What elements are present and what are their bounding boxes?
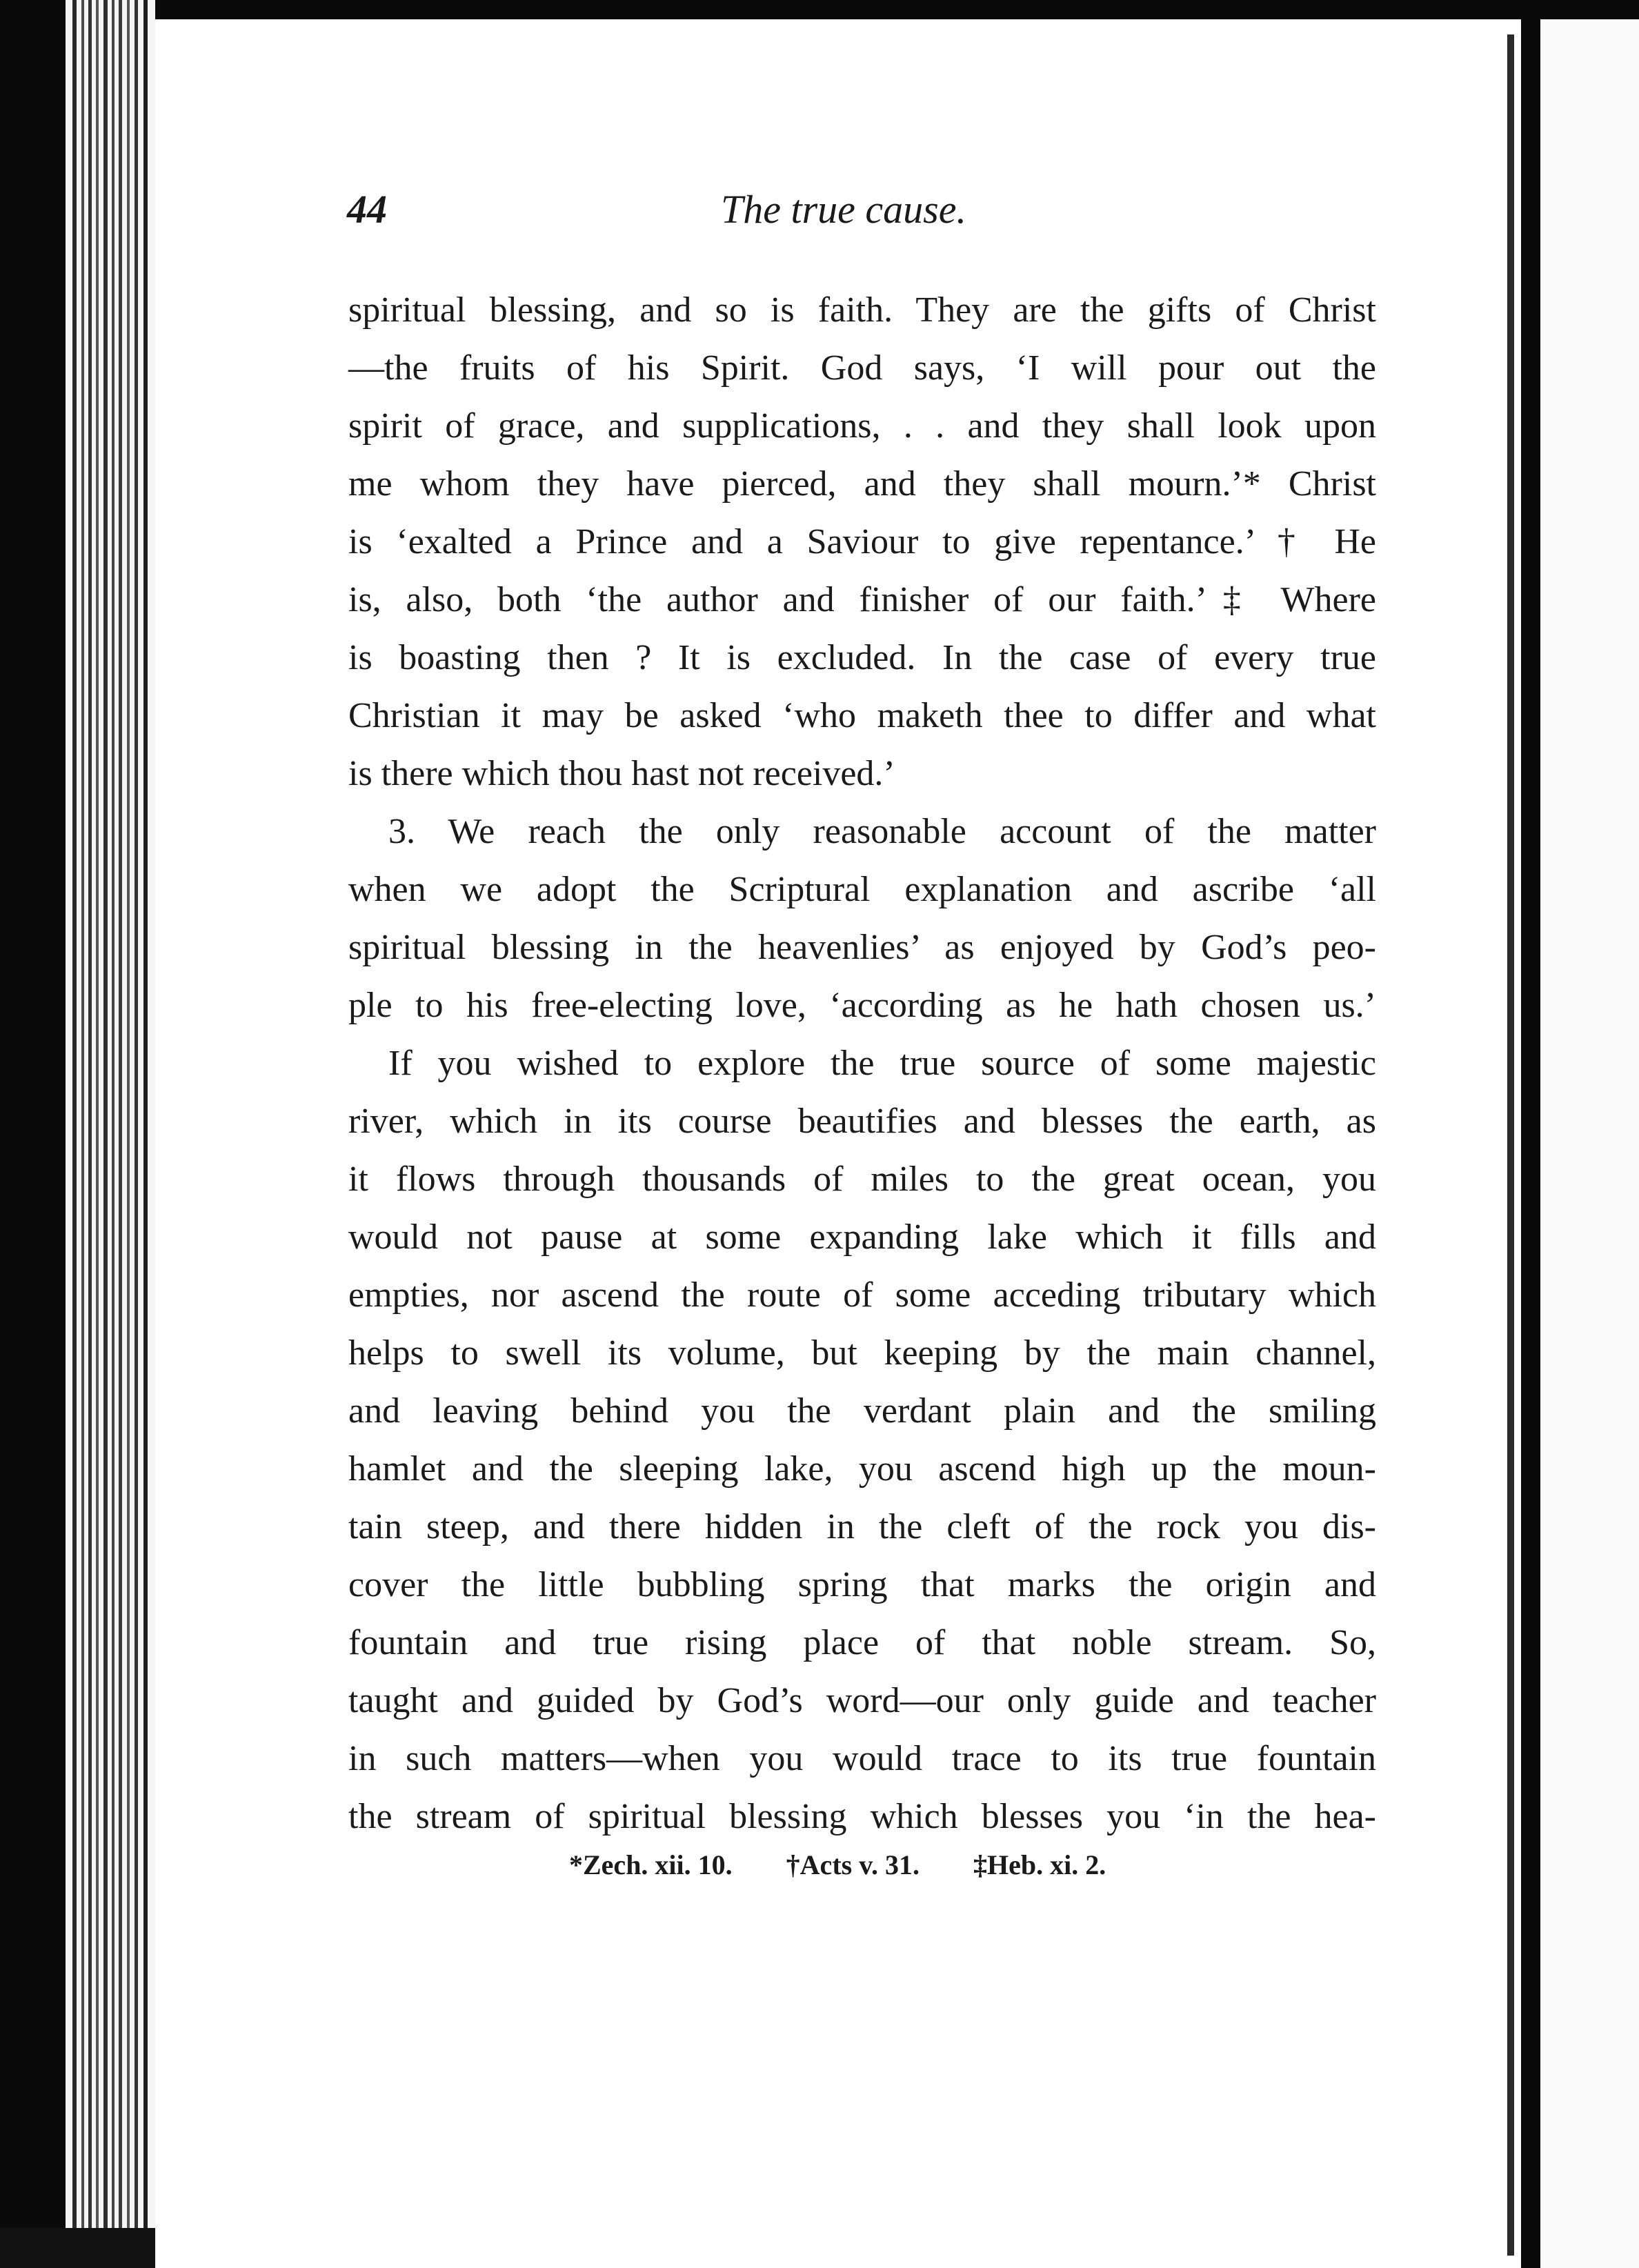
text-line: would not pause at some expanding lake which it fills and (348, 1217, 1376, 1257)
text-line: fountain and true rising place of that noble stream. So, (348, 1623, 1376, 1662)
text-line: me whom they have pierced, and they shall mourn.’* Christ (348, 464, 1376, 504)
bottom-left-shadow (0, 2228, 155, 2268)
text-line: when we adopt the Scriptural explanation and ascribe ‘all (348, 870, 1376, 909)
text-line: river, which in its course beautifies and blesses the earth, as (348, 1102, 1376, 1141)
top-black-margin (0, 0, 1639, 19)
text-line: the stream of spiritual blessing which blesses you ‘in the hea- (348, 1797, 1376, 1836)
page-edge-stack (66, 0, 155, 2268)
text-line: helps to swell its volume, but keeping by the main channel, (348, 1333, 1376, 1373)
text-line: is, also, both ‘the author and finisher of our faith.’‡ Where (348, 580, 1376, 619)
right-black-margin (1521, 0, 1540, 2268)
running-title: The true cause. (721, 187, 966, 232)
footnotes (569, 1849, 1328, 1881)
text-line: If you wished to explore the true source of some majestic (388, 1044, 1376, 1083)
text-line: hamlet and the sleeping lake, you ascend high up the moun- (348, 1449, 1376, 1489)
text-line: spirit of grace, and supplications, . . and they shall look upon (348, 406, 1376, 446)
page-header (348, 172, 1376, 235)
text-line: Christian it may be asked ‘who maketh thee to differ and what (348, 696, 1376, 735)
footnote: †Acts v. 31. (786, 1849, 920, 1880)
text-line: spiritual blessing in the heavenlies’ as enjoyed by God’s peo- (348, 928, 1376, 967)
text-line: —the fruits of his Spirit. God says, ‘I will pour out the (348, 348, 1376, 388)
page-number: 44 (347, 187, 387, 232)
text-line: is ‘exalted a Prince and a Saviour to give repentance.’ † He (348, 522, 1376, 561)
text-line: taught and guided by God’s word—our only guide and teacher (348, 1681, 1376, 1720)
footnote: ‡Heb. xi. 2. (973, 1849, 1106, 1880)
text-line: is boasting then ? It is excluded. In the case of every true (348, 638, 1376, 677)
right-white-strip (1540, 19, 1639, 2268)
footnote: *Zech. xii. 10. (569, 1849, 733, 1880)
page-text (347, 172, 1376, 1880)
right-gutter-line (1507, 34, 1514, 2256)
text-line: spiritual blessing, and so is faith. They are the gifts of Christ (348, 290, 1376, 330)
text-line: tain steep, and there hidden in the cleft of the rock you dis- (348, 1507, 1376, 1546)
text-line: it flows through thousands of miles to the great ocean, you (348, 1160, 1376, 1199)
text-line: 3. We reach the only reasonable account of the matter (388, 812, 1376, 851)
text-line: and leaving behind you the verdant plain and the smiling (348, 1391, 1376, 1431)
body-text (348, 281, 1376, 1846)
left-black-margin (0, 0, 66, 2268)
text-line: ple to his free-electing love, ‘according as he hath chosen us.’ (348, 986, 1376, 1025)
text-line: in such matters—when you would trace to its true fountain (348, 1739, 1376, 1778)
text-line: is there which thou hast not received.’ (348, 754, 895, 793)
text-line: empties, nor ascend the route of some acceding tributary which (348, 1275, 1376, 1315)
text-line: cover the little bubbling spring that marks the origin and (348, 1565, 1376, 1604)
